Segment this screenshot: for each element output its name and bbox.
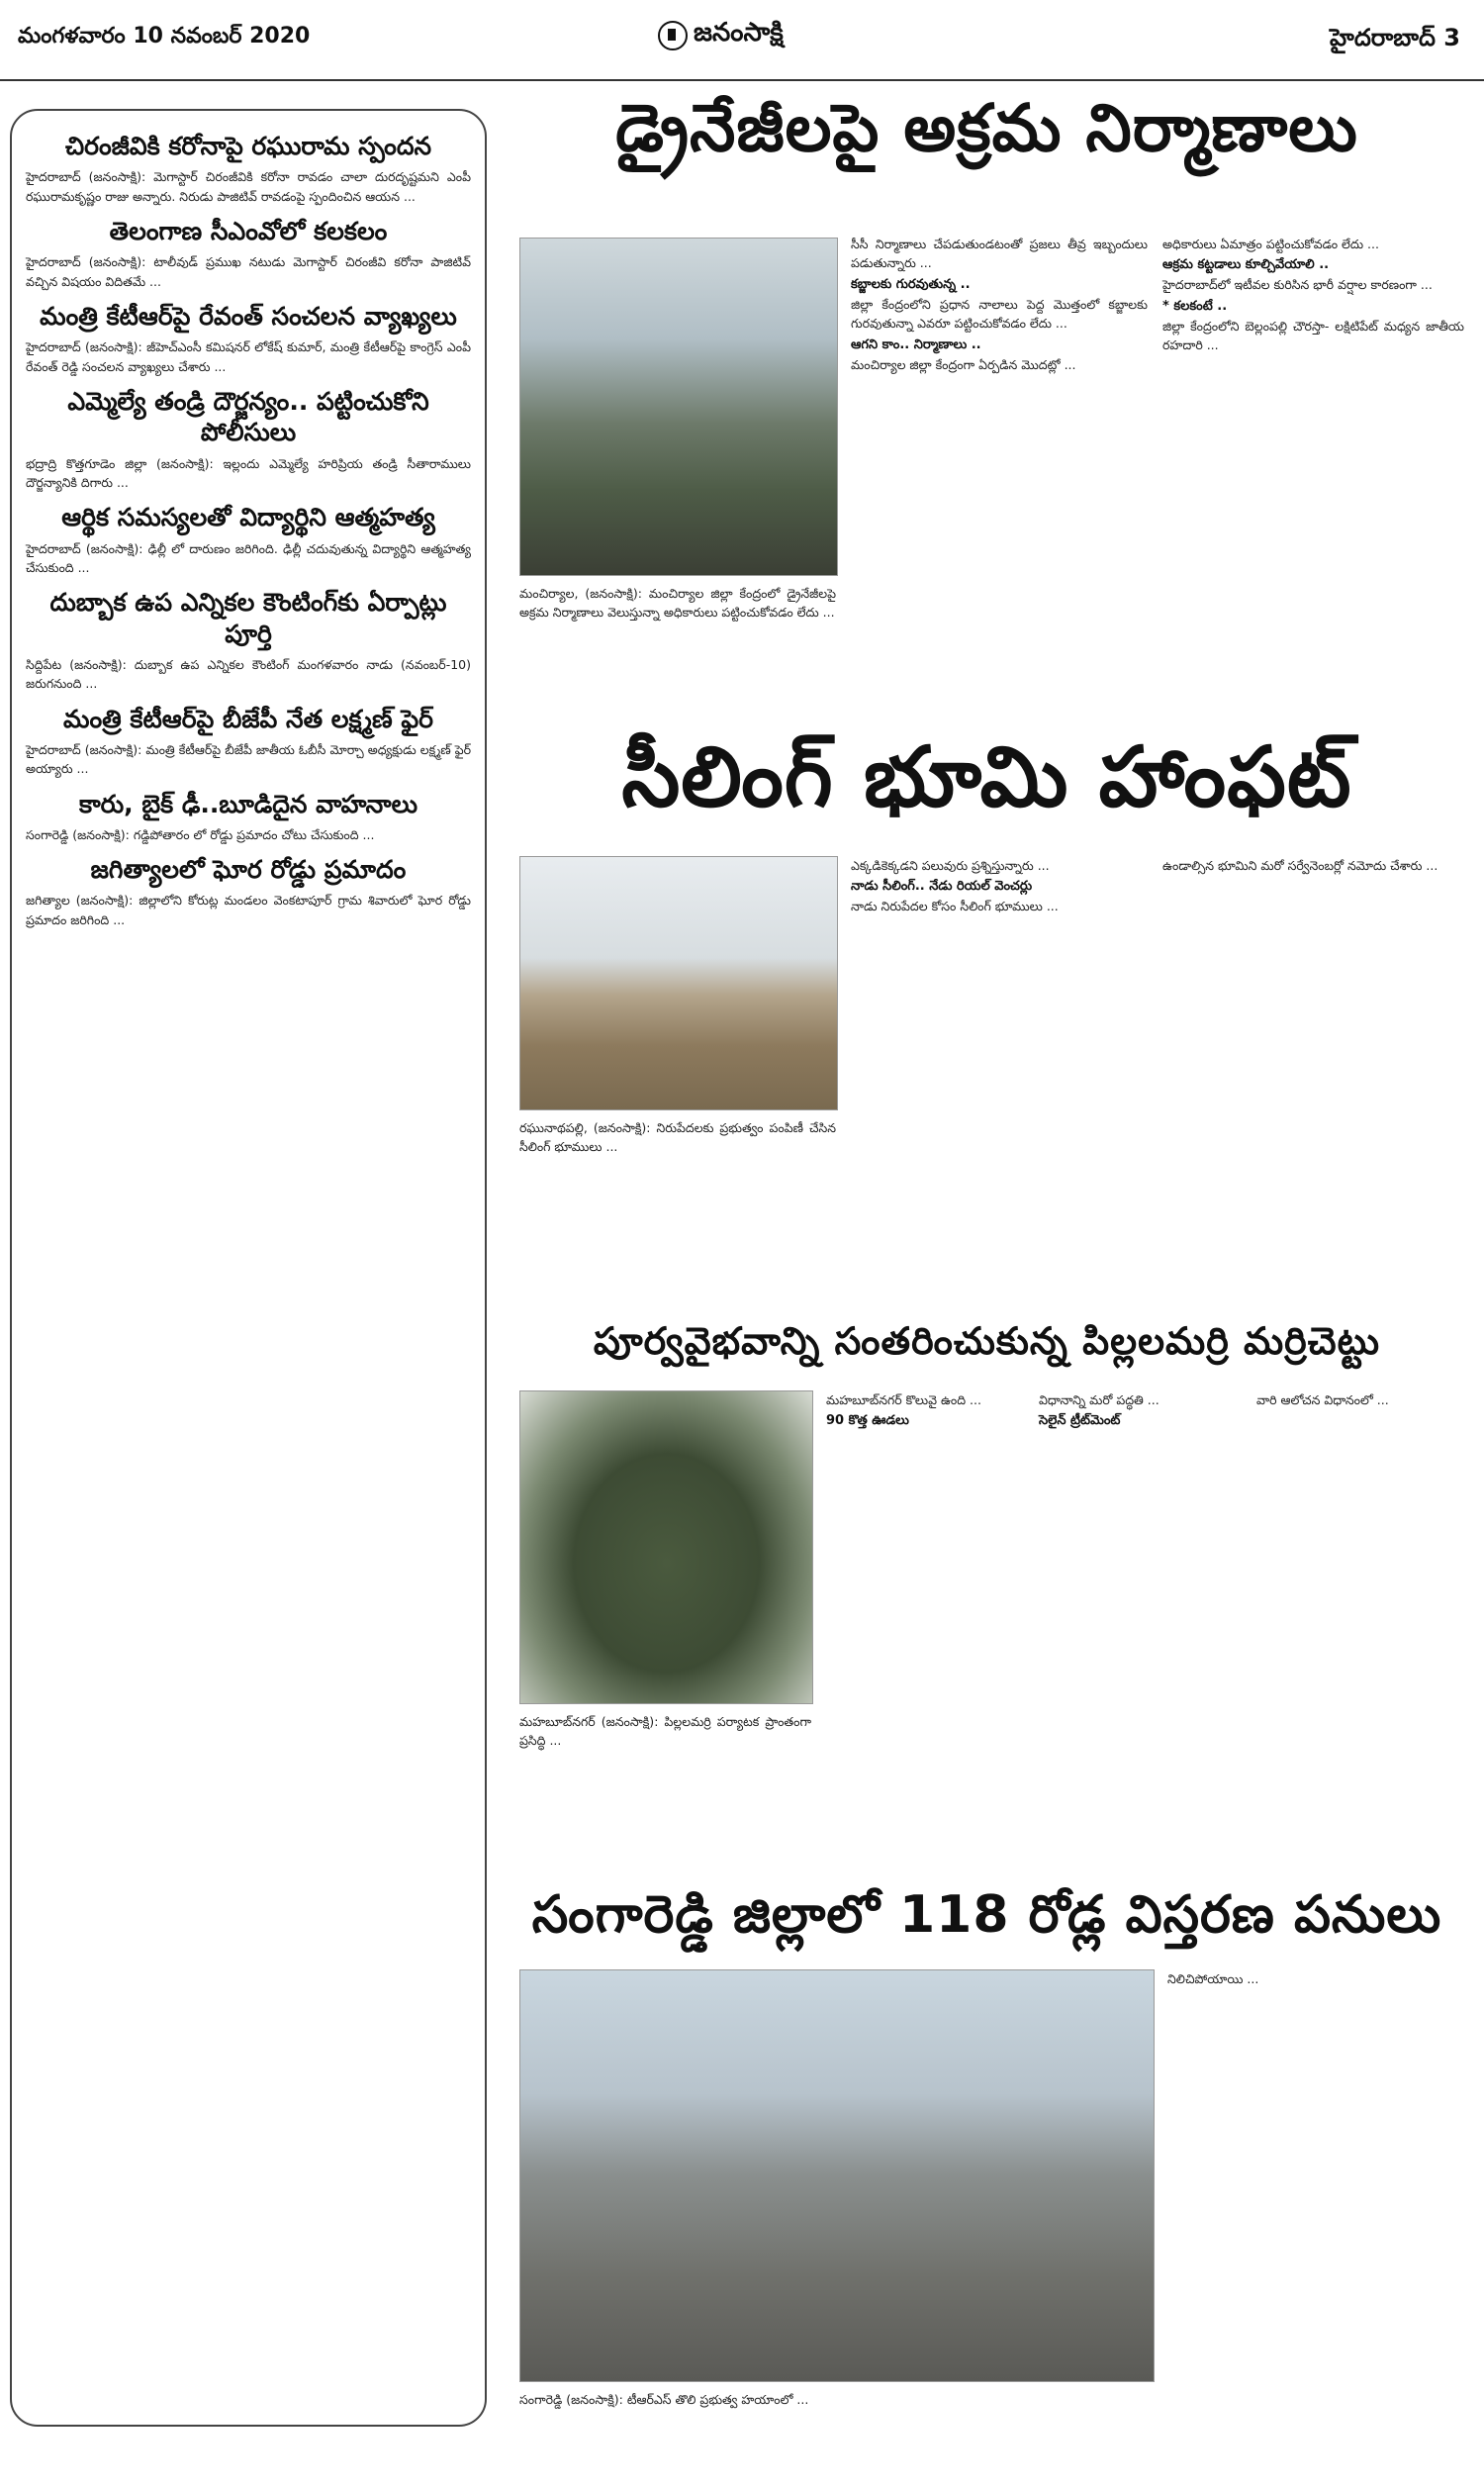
- sidebar-story-headline: మంత్రి కేటీఆర్‌పై బీజేపీ నేత లక్ష్మణ్ ఫైర్: [63, 704, 433, 733]
- pillalamarri-column-2: విధానాన్ని మరో పద్ధతి ... సెలైన్ ట్రీట్‌మెంట్: [1039, 1392, 1159, 1429]
- ceiling-land-article: [500, 718, 1474, 1301]
- sidebar-story-body: హైదరాబాద్ (జనంసాక్షి): టాలీవుడ్ ప్రముఖ నటుడు మెగాస్టార్ చిరంజీవి కరోనా పాజిటివ్ వచ్చిన విషయం విదితమే ...: [26, 254, 471, 289]
- ceiling-land-headline: సీలింగ్ భూమి హాంఫట్: [621, 728, 1352, 825]
- sangareddy-headline: సంగారెడ్డి జిల్లాలో 118 రోడ్ల విస్తరణ పనులు: [531, 1885, 1442, 1945]
- masthead: [658, 18, 784, 53]
- sidebar-story-headline: ఎమ్మెల్యే తండ్రి దౌర్జన్యం.. పట్టించుకోని పోలీసులు: [67, 387, 429, 447]
- drainage-caption: మంచిర్యాల, (జనంసాక్షి): మంచిర్యాల జిల్లా కేంద్రంలో డ్రైనేజీలపై అక్రమ నిర్మాణాలు వెలుస్తున్నా అధికారులు పట్టించుకోవడం లేదు ...: [519, 586, 836, 621]
- sidebar-story-headline: కారు, బైక్ ఢీ..బూడిదైన వాహనాలు: [78, 789, 418, 818]
- ceiling-land-caption: రఘునాథపల్లి, (జనంసాక్షి): నిరుపేదలకు ప్రభుత్వం పంపిణీ చేసిన సీలింగ్ భూములు ...: [519, 1120, 836, 1155]
- sangareddy-photo: [519, 1969, 1155, 2382]
- city-page-number: హైదరాబాద్ 3: [1330, 24, 1460, 51]
- pillalamarri-caption: మహబూబ్‌నగర్ (జనంసాక్షి): పిల్లలమర్రి పర్యాటక ప్రాంతంగా ప్రసిద్ధి ...: [519, 1714, 811, 1749]
- drainage-article: [500, 84, 1474, 708]
- pillalamarri-article: [500, 1311, 1474, 1866]
- pillalamarri-headline: పూర్వవైభవాన్ని సంతరించుకున్న పిల్లలమర్రి మర్రిచెట్టు: [593, 1319, 1381, 1363]
- issue-date: మంగళవారం 10 నవంబర్ 2020: [18, 24, 311, 48]
- sidebar-story-headline: మంత్రి కేటీఆర్‌పై రేవంత్ సంచలన వ్యాఖ్యలు: [40, 302, 457, 331]
- sidebar-story: [12, 131, 485, 206]
- pillalamarri-column-3: వారి ఆలోచన విధానంలో ...: [1256, 1392, 1389, 1407]
- pillalamarri-photo: [519, 1390, 813, 1704]
- page-header: [0, 0, 1484, 81]
- ceiling-land-column-2: ఉండాల్సిన భూమిని మరో సర్వేనెంబర్లో నమోదు చేశారు ...: [1162, 858, 1438, 873]
- sidebar-story-headline: దుబ్బాక ఉప ఎన్నికల కౌంటింగ్‌కు ఏర్పాట్లు పూర్తి: [49, 588, 447, 648]
- sidebar-story-body: హైదరాబాద్ (జనంసాక్షి): జీహెచ్‌ఎంసీ కమిషనర్ లోకేష్ కుమార్, మంత్రి కేటీఆర్‌పై కాంగ్రెస్ ఎంపీ రేవంత్ రెడ్డి సంచలన వ్యాఖ్యలు చేశారు ...: [26, 339, 471, 374]
- sidebar-story: [12, 704, 485, 779]
- sidebar-story: [12, 502, 485, 577]
- sidebar-story-body: హైదరాబాద్ (జనంసాక్షి): మెగాస్టార్ చిరంజీవికి కరోనా రావడం చాలా దురదృష్టమని ఎంపీ రఘురామకృష్ణం రాజు అన్నారు. నిరుడు పాజిటివ్ రావడంపై స్పందించిన ఆయన ...: [26, 169, 471, 204]
- sidebar-story: [12, 386, 485, 492]
- sidebar-story: [12, 854, 485, 929]
- pillalamarri-column-1: మహబూబ్‌నగర్ కొలువై ఉంది ... 90 కొత్త ఊడలు: [826, 1392, 981, 1429]
- sidebar-story-body: భద్రాద్రి కొత్తగూడెం జిల్లా (జనంసాక్షి): ఇల్లందు ఎమ్మెల్యే హరిప్రియ తండ్రి సీతారాములు దౌర్జన్యానికి దిగారు ...: [26, 455, 471, 490]
- sidebar-story-body: హైదరాబాద్ (జనంసాక్షి): ఢిల్లీ లో దారుణం జరిగింది. ఢిల్లీ చదువుతున్న విద్యార్థిని ఆత్మహత్య చేసుకుంది ...: [26, 540, 471, 575]
- sangareddy-column-1: నిలిచిపోయాయి ...: [1167, 1971, 1259, 1986]
- sidebar-story-headline: తెలంగాణ సీఎంవోలో కలకలం: [109, 217, 388, 245]
- drainage-column-1: సీసీ నిర్మాణాలు చేపడుతుండటంతో ప్రజలు తీవ్ర ఇబ్బందులు పడుతున్నారు ... కబ్జాలకు గురవుతున్న .. జిల్లా కేంద్రంలోని ప్రధాన నాలాలు పెద్ద మొత్తంలో కబ్జాలకు గురవుతున్నా ఎవరూ పట్టించుకోవడం లేదు ... ఆగని కాం.. నిర్మాణాలు .. మంచిర్యాల జిల్లా కేంద్రంగా ఏర్పడిన మొదట్లో ...: [851, 237, 1148, 372]
- newspaper-logo-icon: [658, 21, 688, 50]
- sangareddy-article: [500, 1875, 1474, 2489]
- sidebar-story-body: హైదరాబాద్ (జనంసాక్షి): మంత్రి కేటీఆర్‌పై బీజేపీ జాతీయ ఓబీసీ మోర్చా అధ్యక్షుడు లక్ష్మణ్ ఫైర్ అయ్యారు ...: [26, 741, 471, 777]
- sidebar-story: [12, 216, 485, 291]
- sidebar-story-headline: చిరంజీవికి కరోనాపై రఘురామ స్పందన: [64, 132, 432, 160]
- news-sidebar: [10, 109, 487, 2427]
- sangareddy-caption: సంగారెడ్డి (జనంసాక్షి): టీఆర్‌ఎస్ తొలి ప్రభుత్వ హయాంలో ...: [519, 2392, 809, 2407]
- brand-name: జనంసాక్షి: [694, 18, 784, 48]
- drainage-headline: డ్రైనేజీలపై అక్రమ నిర్మాణాలు: [615, 90, 1358, 166]
- sidebar-story: [12, 789, 485, 845]
- sidebar-story-body: జగిత్యాల (జనంసాక్షి): జిల్లాలోని కోరుట్ల మండలం వెంకటాపూర్ గ్రామ శివారులో ఘోర రోడ్డు ప్రమాదం జరిగింది ...: [26, 893, 471, 927]
- sidebar-story-headline: జగిత్యాలలో ఘోర రోడ్డు ప్రమాదం: [90, 855, 407, 885]
- ceiling-land-column-1: ఎక్కడికెక్కడని పలువురు ప్రశ్నిస్తున్నారు ... నాడు సీలింగ్.. నేడు రియల్ వెంచర్లు నాడు నిరుపేదల కోసం సీలింగ్ భూములు ...: [851, 858, 1059, 914]
- sidebar-story-body: సిద్దిపేట (జనంసాక్షి): దుబ్బాక ఉప ఎన్నికల కౌంటింగ్ మంగళవారం నాడు (నవంబర్-10) జరుగనుంది ...: [26, 656, 471, 692]
- sidebar-story-body: సంగారెడ్డి (జనంసాక్షి): గడ్డిపోతారం లో రోడ్డు ప్రమాదం చోటు చేసుకుంది ...: [26, 826, 375, 842]
- drainage-column-2: అధికారులు ఏమాత్రం పట్టించుకోవడం లేదు ... ఆక్రమ కట్టడాలు కూల్చివేయాలి .. హైదరాబాద్‌లో ఇటీవల కురిసిన భారీ వర్షాల కారణంగా ... * కలకంటే .. జిల్లా కేంద్రంలోని బెల్లంపల్లి చౌరస్తా- లక్షిటిపేట్ మధ్యన జాతీయ రహదారి ...: [1162, 237, 1464, 353]
- drainage-photo: [519, 238, 838, 576]
- sidebar-story: [12, 301, 485, 376]
- ceiling-land-photo: [519, 856, 838, 1110]
- sidebar-story: [12, 587, 485, 693]
- sidebar-story-headline: ఆర్థిక సమస్యలతో విద్యార్థిని ఆత్మహత్య: [61, 503, 435, 532]
